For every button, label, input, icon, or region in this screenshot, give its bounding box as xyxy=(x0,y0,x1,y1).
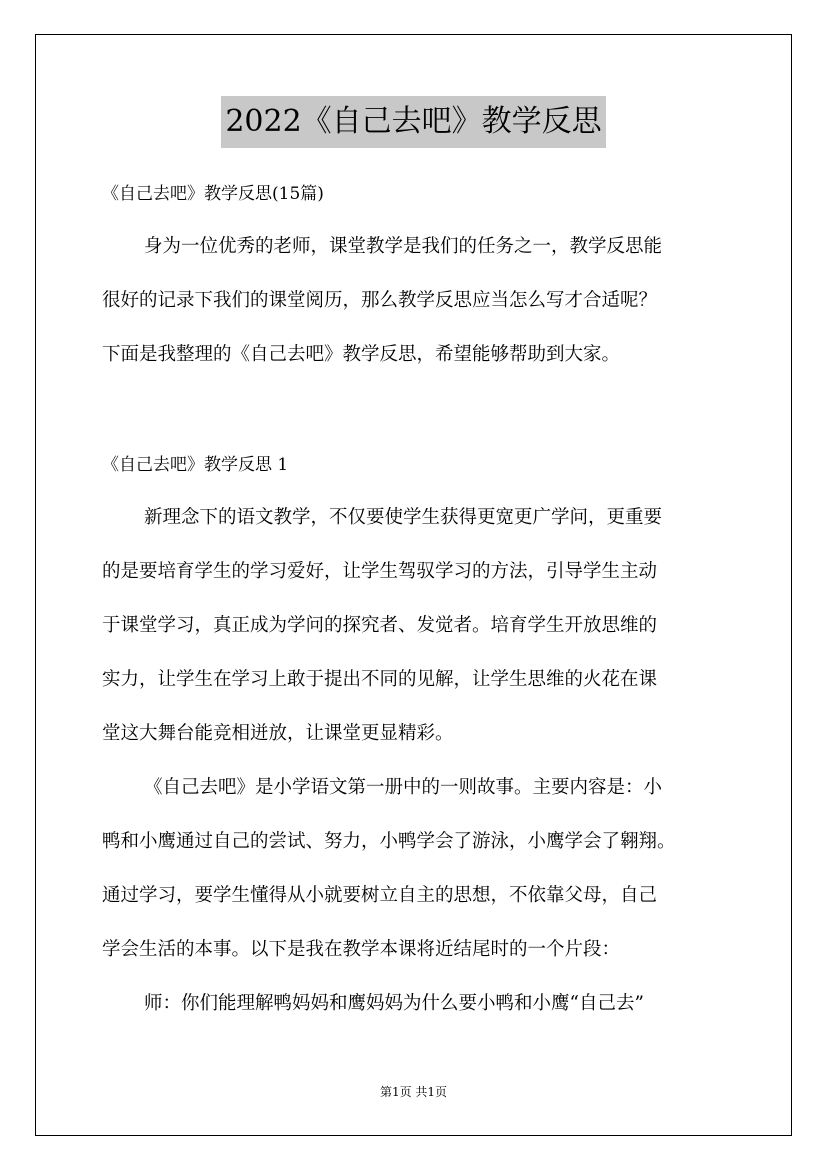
page-footer: 第1页 共1页 xyxy=(379,1085,448,1099)
document-title: 2022《自己去吧》教学反思 xyxy=(221,96,605,148)
paragraph-line: 新理念下的语文教学，不仅要使学生获得更宽更广学问，更重要 xyxy=(144,507,663,528)
section-heading: 《自己去吧》教学反思 1 xyxy=(102,455,289,475)
paragraph-line: 学会生活的本事。以下是我在教学本课将近结尾时的一个片段： xyxy=(102,939,621,960)
paragraph-line: 堂这大舞台能竞相迸放，让课堂更显精彩。 xyxy=(102,723,454,744)
paragraph-line: 实力，让学生在学习上敢于提出不同的见解，让学生思维的火花在课 xyxy=(102,669,658,690)
document-subtitle: 《自己去吧》教学反思(15篇) xyxy=(102,184,324,204)
paragraph-line: 通过学习，要学生懂得从小就要树立自主的思想，不依靠父母，自己 xyxy=(102,885,658,906)
paragraph-line: 鸭和小鹰通过自己的尝试、努力，小鸭学会了游泳，小鹰学会了翱翔。 xyxy=(102,831,676,852)
intro-line: 很好的记录下我们的课堂阅历，那么教学反思应当怎么写才合适呢？ xyxy=(102,290,658,311)
intro-line: 下面是我整理的《自己去吧》教学反思，希望能够帮助到大家。 xyxy=(102,344,621,365)
title-container xyxy=(0,96,827,148)
paragraph-line: 《自己去吧》是小学语文第一册中的一则故事。主要内容是：小 xyxy=(144,777,663,798)
paragraph-line: 于课堂学习，真正成为学问的探究者、发觉者。培育学生开放思维的 xyxy=(102,615,658,636)
paragraph-line: 师：你们能理解鸭妈妈和鹰妈妈为什么要小鸭和小鹰“自己去” xyxy=(144,993,644,1014)
intro-line: 身为一位优秀的老师，课堂教学是我们的任务之一，教学反思能 xyxy=(144,236,663,257)
paragraph-line: 的是要培育学生的学习爱好，让学生驾驭学习的方法，引导学生主动 xyxy=(102,561,658,582)
